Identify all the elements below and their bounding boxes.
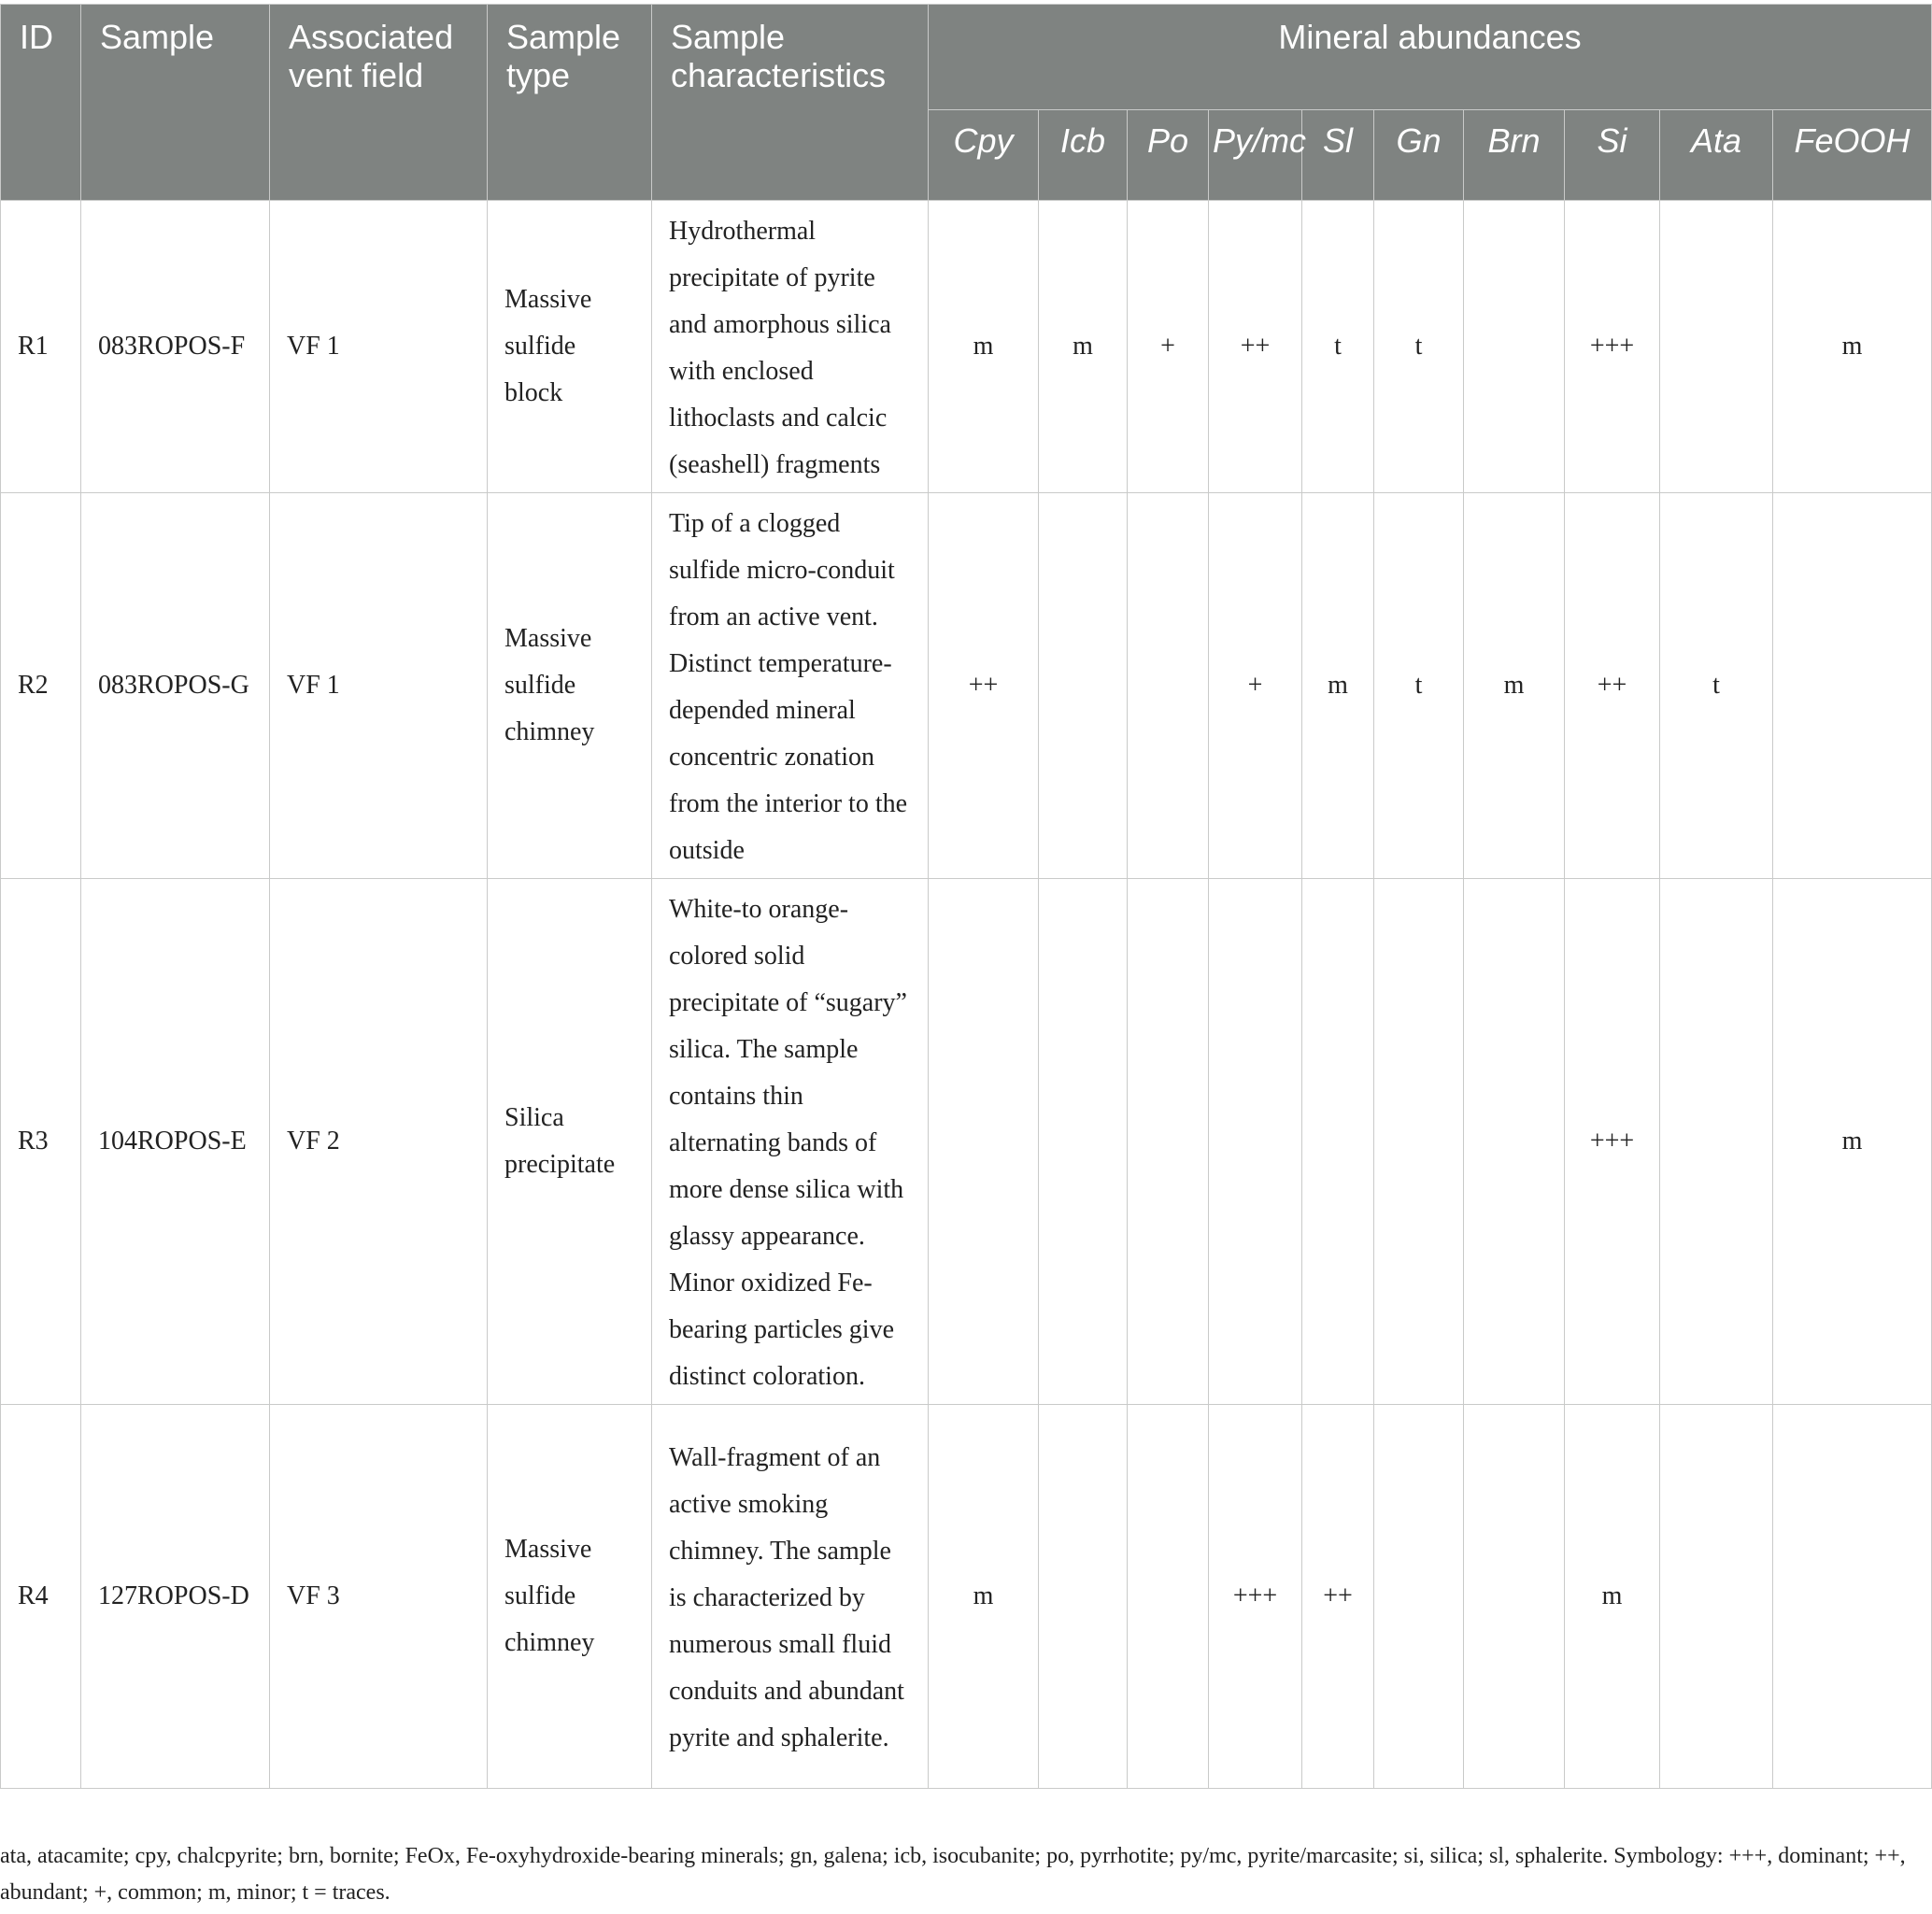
cell-po [1128, 879, 1209, 1405]
table-row [1, 201, 1932, 493]
cell-si: m [1565, 1405, 1660, 1789]
cell-ata: t [1660, 493, 1773, 879]
header-mineral-po: Po [1128, 110, 1209, 201]
header-mineral-icb: Icb [1039, 110, 1128, 201]
cell-py-mc: ++ [1209, 201, 1302, 493]
cell-sample-type: Massive sulfide chimney [488, 1405, 652, 1789]
header-mineral-gn: Gn [1374, 110, 1464, 201]
cell-gn [1374, 879, 1464, 1405]
cell-sample-type: Massive sulfide chimney [488, 493, 652, 879]
cell-brn [1464, 201, 1565, 493]
header-mineral-si: Si [1565, 110, 1660, 201]
header-sample: Sample [81, 5, 270, 201]
cell-py-mc [1209, 879, 1302, 1405]
cell-po [1128, 1405, 1209, 1789]
header-mineral-abundances: Mineral abundances [929, 5, 1932, 110]
cell-icb [1039, 879, 1128, 1405]
cell-sample: 127ROPOS-D [81, 1405, 270, 1789]
cell-feooh: m [1773, 879, 1932, 1405]
cell-po [1128, 493, 1209, 879]
table-row [1, 493, 1932, 879]
cell-sample-type: Silica precipitate [488, 879, 652, 1405]
cell-cpy: m [929, 1405, 1039, 1789]
cell-id: R3 [1, 879, 81, 1405]
cell-cpy: ++ [929, 493, 1039, 879]
cell-ata [1660, 879, 1773, 1405]
cell-si: +++ [1565, 879, 1660, 1405]
cell-gn [1374, 1405, 1464, 1789]
cell-cpy: m [929, 201, 1039, 493]
cell-icb [1039, 493, 1128, 879]
table-row [1, 1405, 1932, 1789]
cell-icb: m [1039, 201, 1128, 493]
header-mineral-feooh: FeOOH [1773, 110, 1932, 201]
mineral-abundance-table [0, 4, 1932, 1789]
header-mineral-brn: Brn [1464, 110, 1565, 201]
header-mineral-py-mc: Py/mc [1209, 110, 1302, 201]
cell-si: ++ [1565, 493, 1660, 879]
cell-ata [1660, 201, 1773, 493]
table-footnote: ata, atacamite; cpy, chalcpyrite; brn, bornite; FeOx, Fe-oxyhydroxide-bearing minerals; gn, galena; icb, isocubanite; po, pyrrhotite; py/mc, pyrite/marcasite; si, silica; sl, sphalerite. Symbology: +++, dominant; ++, abundant; +, common; m, minor; t = traces. [0, 1844, 1906, 1905]
header-vent-field: Associated vent field [270, 5, 488, 201]
cell-characteristics: Wall-fragment of an active smoking chimney. The sample is characterized by numerous small fluid conduits and abundant pyrite and sphalerite. [652, 1405, 929, 1789]
header-sample-type: Sample type [488, 5, 652, 201]
cell-si: +++ [1565, 201, 1660, 493]
header-mineral-ata: Ata [1660, 110, 1773, 201]
cell-vent-field: VF 2 [270, 879, 488, 1405]
cell-sample: 083ROPOS-G [81, 493, 270, 879]
cell-vent-field: VF 1 [270, 493, 488, 879]
cell-sample: 104ROPOS-E [81, 879, 270, 1405]
cell-sl: t [1302, 201, 1374, 493]
cell-id: R1 [1, 201, 81, 493]
cell-icb [1039, 1405, 1128, 1789]
cell-py-mc: + [1209, 493, 1302, 879]
cell-sl [1302, 879, 1374, 1405]
cell-vent-field: VF 1 [270, 201, 488, 493]
header-sample-characteristics: Sample characteristics [652, 5, 929, 201]
cell-cpy [929, 879, 1039, 1405]
header-mineral-sl: Sl [1302, 110, 1374, 201]
cell-brn [1464, 1405, 1565, 1789]
cell-id: R4 [1, 1405, 81, 1789]
header-mineral-cpy: Cpy [929, 110, 1039, 201]
cell-sample: 083ROPOS-F [81, 201, 270, 493]
cell-brn: m [1464, 493, 1565, 879]
cell-sl: m [1302, 493, 1374, 879]
cell-brn [1464, 879, 1565, 1405]
cell-sample-type: Massive sulfide block [488, 201, 652, 493]
cell-characteristics: Tip of a clogged sulfide micro-conduit from an active vent. Distinct temperature-depended mineral concentric zonation from the interior to the outside [652, 493, 929, 879]
table-header [1, 5, 1932, 201]
cell-id: R2 [1, 493, 81, 879]
cell-characteristics: White-to orange-colored solid precipitate of “sugary” silica. The sample contains thin alternating bands of more dense silica with glassy appearance. Minor oxidized Fe-bearing particles give distinct coloration. [652, 879, 929, 1405]
cell-vent-field: VF 3 [270, 1405, 488, 1789]
cell-ata [1660, 1405, 1773, 1789]
cell-sl: ++ [1302, 1405, 1374, 1789]
table-row [1, 879, 1932, 1405]
cell-characteristics: Hydrothermal precipitate of pyrite and amorphous silica with enclosed lithoclasts and calcic (seashell) fragments [652, 201, 929, 493]
cell-gn: t [1374, 493, 1464, 879]
cell-feooh [1773, 493, 1932, 879]
cell-feooh: m [1773, 201, 1932, 493]
cell-py-mc: +++ [1209, 1405, 1302, 1789]
cell-feooh [1773, 1405, 1932, 1789]
cell-gn: t [1374, 201, 1464, 493]
cell-po: + [1128, 201, 1209, 493]
header-id: ID [1, 5, 81, 201]
